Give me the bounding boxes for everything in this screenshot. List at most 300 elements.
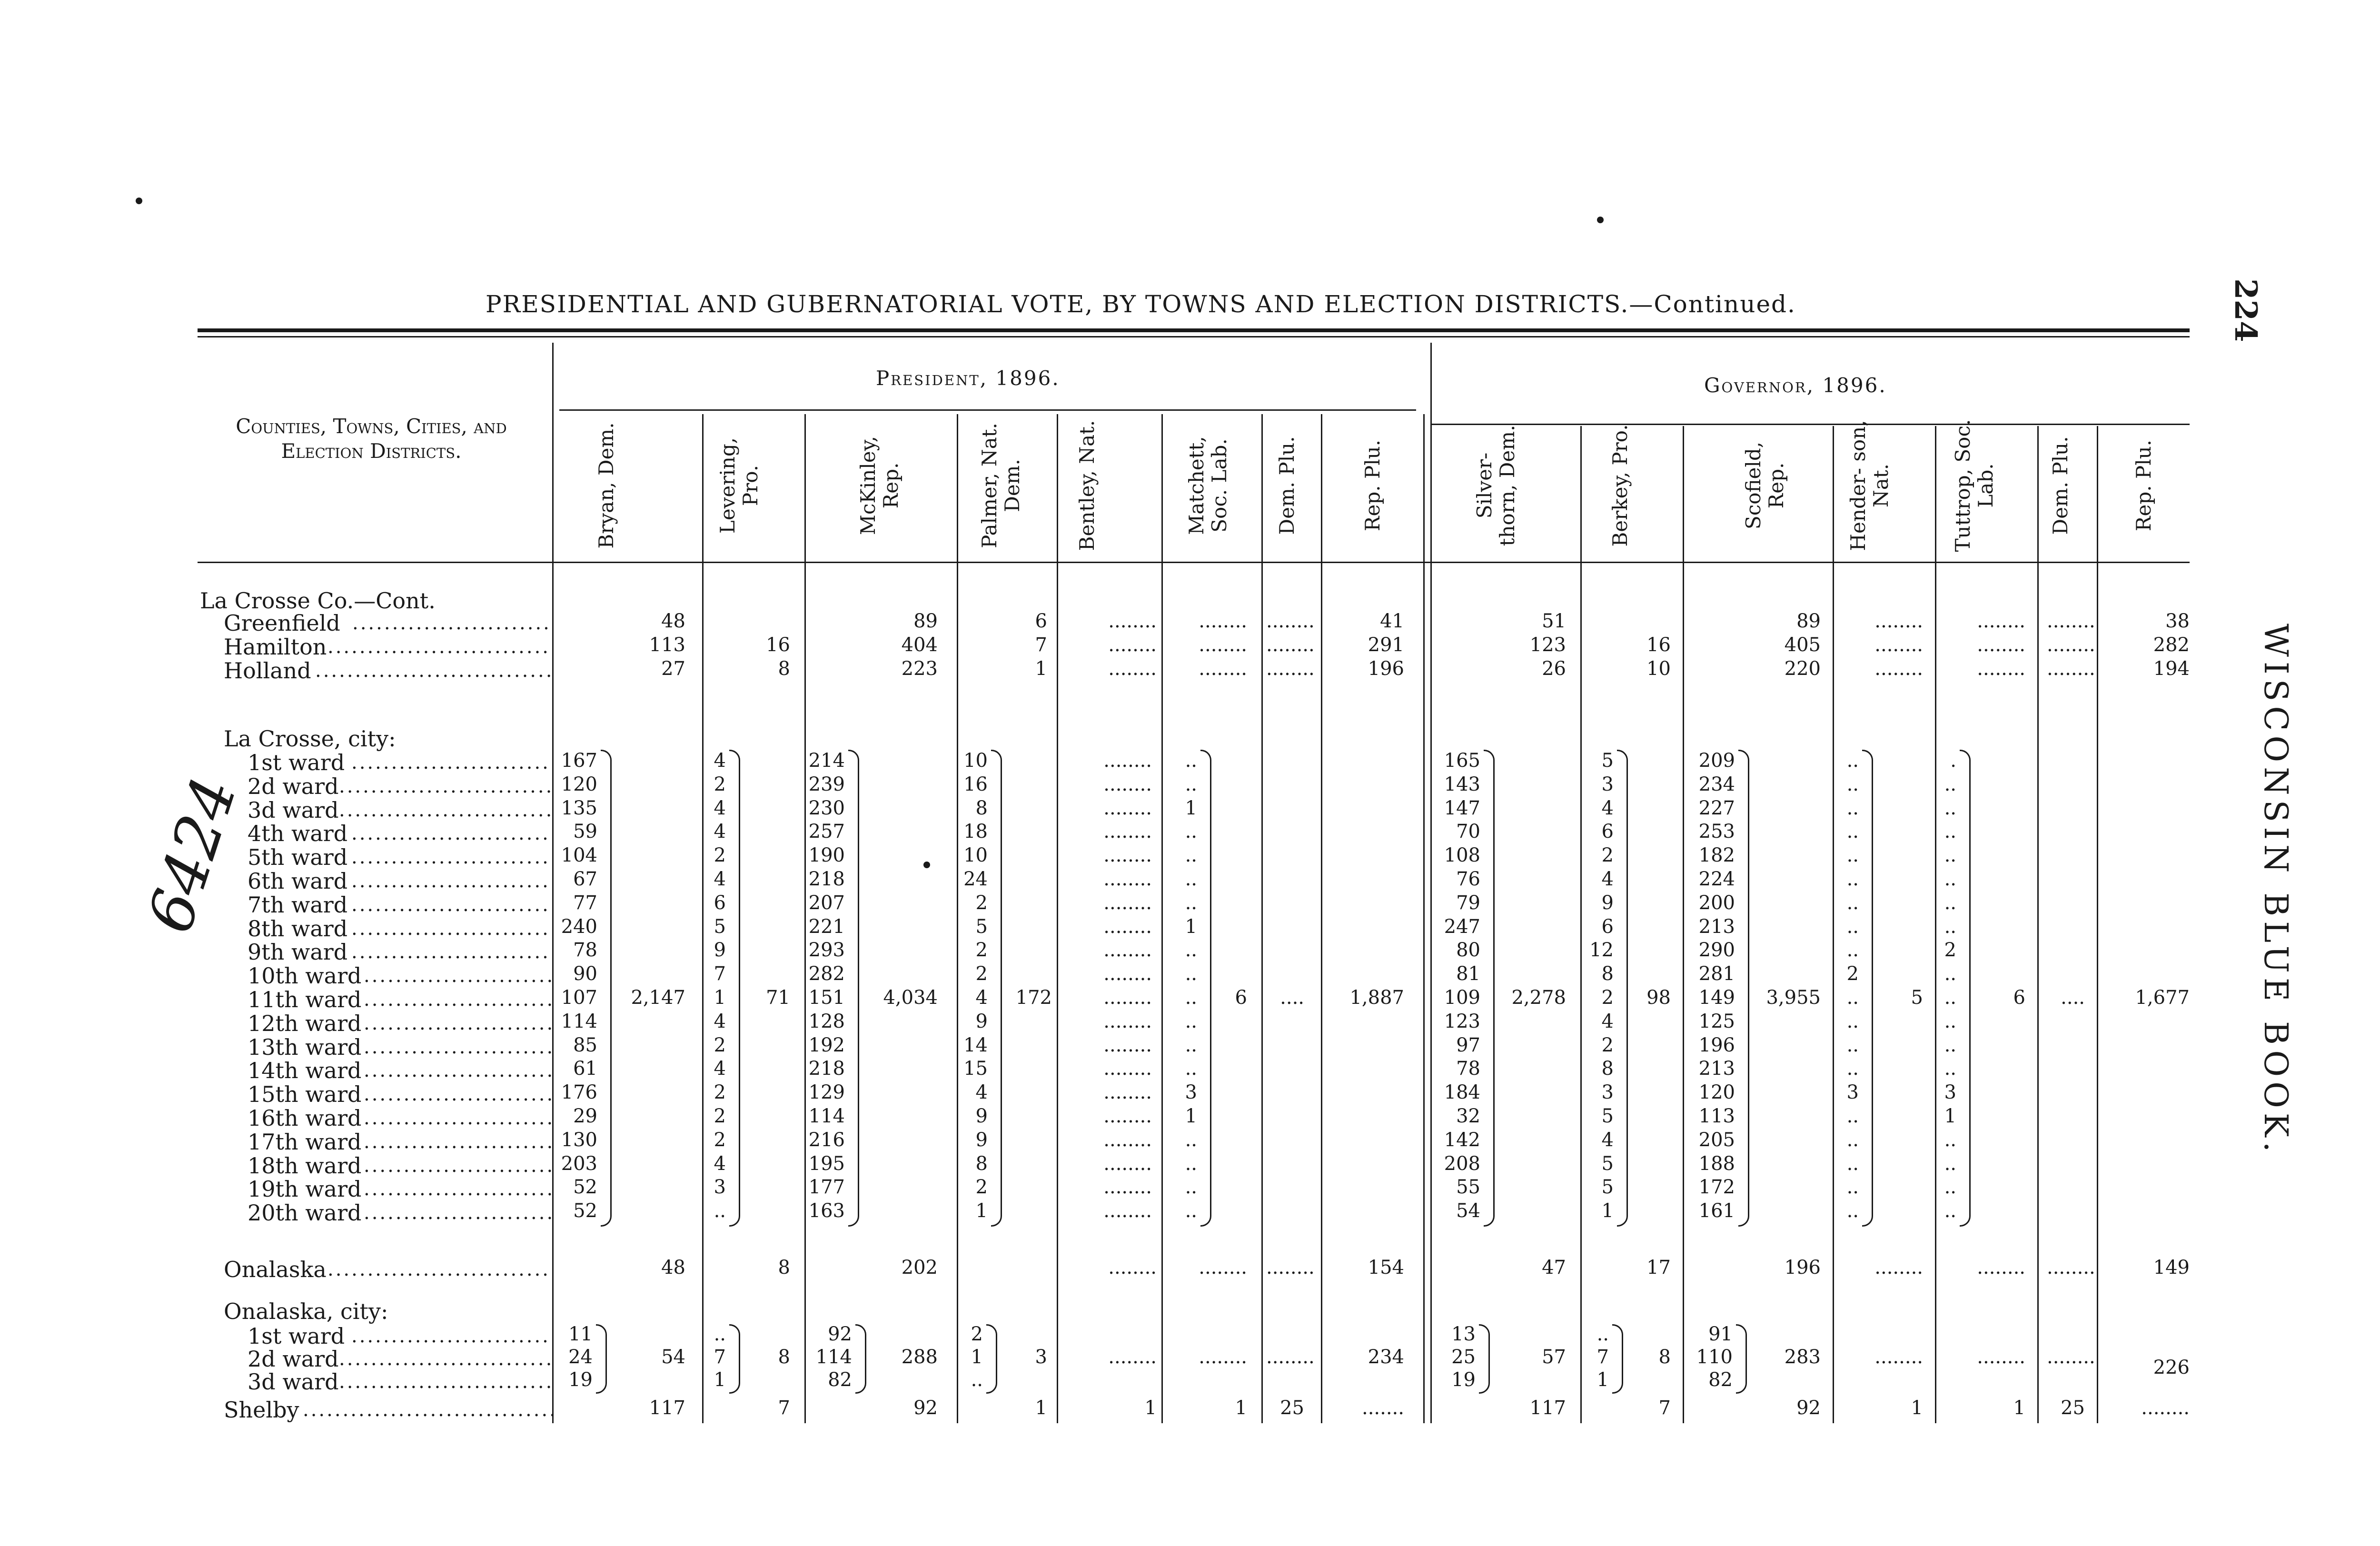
table-cell: 1 (1185, 1105, 1197, 1127)
table-cell: 25 (1280, 1397, 1304, 1419)
table-cell: 154 (1368, 1257, 1404, 1278)
table-cell: 239 (808, 773, 845, 795)
table-cell: .. (1185, 844, 1197, 867)
table-cell: .. (1185, 1058, 1197, 1080)
table-cell: 5 (714, 915, 726, 938)
empty-cell-dots: ........ (1977, 1257, 2025, 1278)
empty-cell-dots: ........ (1103, 1081, 1152, 1104)
table-cell: 10 (1646, 658, 1671, 680)
table-cell: 48 (661, 1257, 685, 1278)
header-bottom-rule (198, 562, 2190, 563)
table-cell: 227 (1698, 797, 1735, 819)
row-label: 3d ward (248, 797, 339, 823)
table-cell: 51 (1542, 610, 1566, 632)
governor-header-henderson: Hender- son, Nat. (1846, 420, 1893, 551)
table-cell: .. (1944, 797, 1956, 819)
dot-leader: ......................... (351, 846, 550, 869)
governor-header-dem-plu: Dem. Plu. (2049, 436, 2072, 535)
table-cell: 161 (1698, 1200, 1735, 1222)
table-cell: .. (1185, 1152, 1197, 1175)
governor-header-rep-plu: Rep. Plu. (2132, 439, 2155, 532)
table-cell: 98 (1646, 987, 1671, 1009)
dot-leader: ........................... (339, 1371, 554, 1393)
empty-cell-dots: ........ (1103, 1176, 1152, 1199)
governor-header-silverthorn: Silver- thorn, Dem. (1473, 425, 1519, 546)
table-cell: 7 (778, 1397, 790, 1419)
table-cell: 404 (901, 634, 938, 656)
table-cell: 4 (1601, 868, 1614, 890)
table-cell: 10 (963, 750, 988, 772)
table-cell: 6 (1235, 987, 1247, 1009)
table-cell: 2 (975, 1176, 988, 1199)
table-cell: 1 (1235, 1397, 1247, 1419)
table-cell: 92 (828, 1323, 852, 1345)
stray-mark (923, 862, 930, 868)
row-label: Hamilton (224, 634, 327, 660)
dot-leader: ......................... (352, 612, 551, 634)
table-cell: .. (714, 1323, 726, 1345)
table-cell: 4 (1601, 1010, 1614, 1032)
table-cell: 3 (1846, 1081, 1859, 1104)
top-rule-thin (198, 336, 2190, 337)
table-cell: 6 (1601, 821, 1614, 843)
table-cell: 2 (975, 963, 988, 985)
dot-leader: ......................... (351, 1325, 550, 1347)
table-cell: 92 (1796, 1397, 1821, 1419)
governor-header-berkey: Berkey, Pro. (1608, 424, 1632, 547)
table-cell: 205 (1698, 1129, 1735, 1151)
president-header-levering: Levering, Pro. (716, 437, 762, 534)
table-cell: 2 (1846, 963, 1859, 985)
table-cell: 1 (1185, 915, 1197, 938)
table-cell: 8 (1601, 1058, 1614, 1080)
empty-cell-dots: ........ (1977, 634, 2025, 656)
table-cell: 11 (568, 1323, 593, 1345)
table-cell: 16 (963, 773, 988, 795)
table-cell: .. (1846, 915, 1859, 938)
stray-mark (136, 198, 142, 204)
dot-leader: ................................ (303, 1399, 557, 1421)
group-rule-governor (1430, 424, 2190, 425)
table-cell: 59 (573, 821, 597, 843)
table-cell: 41 (1380, 610, 1404, 632)
table-cell: .. (1185, 939, 1197, 961)
table-cell: 13 (1451, 1323, 1476, 1345)
table-cell: 5 (1601, 1105, 1614, 1127)
table-cell: 163 (808, 1200, 845, 1222)
dot-leader: ........................ (364, 989, 555, 1011)
table-cell: 17 (1646, 1257, 1671, 1278)
table-cell: 4,034 (883, 987, 938, 1009)
dot-leader: ............................ (327, 1259, 551, 1280)
empty-cell-dots: ........ (1103, 773, 1152, 795)
table-cell: 120 (1698, 1081, 1735, 1104)
dot-leader: ......................... (351, 917, 550, 940)
table-cell: 202 (901, 1257, 938, 1278)
row-label: 8th ward (248, 915, 348, 941)
table-cell: 89 (1796, 610, 1821, 632)
row-label: Onalaska (224, 1257, 327, 1282)
table-cell: 4 (1601, 1129, 1614, 1151)
table-cell: 82 (1708, 1369, 1733, 1391)
table-cell: .. (1185, 892, 1197, 914)
table-cell: .. (1846, 844, 1859, 867)
empty-cell-dots: ........ (1103, 963, 1152, 985)
table-cell: 209 (1698, 750, 1735, 772)
table-cell: 196 (1368, 658, 1404, 680)
dot-leader: ........................... (339, 1348, 554, 1370)
table-cell: 107 (561, 987, 597, 1009)
table-cell: 24 (568, 1346, 593, 1368)
table-cell: 54 (661, 1346, 685, 1368)
table-cell: .. (1944, 773, 1956, 795)
table-cell: 54 (1456, 1200, 1480, 1222)
table-cell: 110 (1696, 1346, 1733, 1368)
table-cell: 291 (1368, 634, 1404, 656)
table-cell: 80 (1456, 939, 1480, 961)
table-cell: .. (1944, 844, 1956, 867)
table-cell: .. (1944, 963, 1956, 985)
table-cell: 172 (1698, 1176, 1735, 1199)
table-cell: .. (1185, 1034, 1197, 1056)
empty-cell-dots: ........ (1103, 939, 1152, 961)
table-cell: 283 (1784, 1346, 1821, 1368)
table-cell: 128 (808, 1010, 845, 1032)
table-cell: 2 (714, 1034, 726, 1056)
table-cell: .. (1944, 1058, 1956, 1080)
table-cell: 149 (1698, 987, 1735, 1009)
main-column-heading: Counties, Towns, Cities, and Election Districts. (236, 415, 507, 463)
table-cell: 8 (975, 1152, 988, 1175)
table-cell: 2 (714, 773, 726, 795)
dot-leader: ........................ (364, 1178, 555, 1200)
table-cell: 2 (714, 1129, 726, 1151)
table-cell: 47 (1542, 1257, 1566, 1278)
row-label: Onalaska, city: (224, 1298, 388, 1324)
table-cell: 6 (714, 892, 726, 914)
table-cell: 2 (714, 1105, 726, 1127)
row-label: 1st ward (248, 1323, 345, 1349)
table-cell: 52 (573, 1176, 597, 1199)
row-label: Shelby (224, 1397, 299, 1423)
table-cell: 76 (1456, 868, 1480, 890)
table-cell: 3 (1185, 1081, 1197, 1104)
row-label: 2d ward (248, 1346, 339, 1372)
row-label: La Crosse, city: (224, 726, 396, 752)
table-cell: 114 (808, 1105, 845, 1127)
table-cell: 2 (714, 844, 726, 867)
table-cell: 3 (1035, 1346, 1047, 1368)
empty-cell-dots: ........ (2047, 1346, 2095, 1368)
table-cell: .. (1944, 1129, 1956, 1151)
table-cell: .. (1944, 987, 1956, 1009)
table-cell: 123 (1444, 1010, 1480, 1032)
table-cell: . (1950, 750, 1956, 772)
empty-cell-dots: ........ (1874, 1346, 1923, 1368)
table-cell: 1 (1035, 658, 1047, 680)
table-cell: 207 (808, 892, 845, 914)
table-cell: 8 (975, 797, 988, 819)
row-label: 6th ward (248, 868, 348, 894)
table-cell: 4 (1601, 797, 1614, 819)
dot-leader: ........................ (364, 1107, 555, 1129)
table-cell: 214 (808, 750, 845, 772)
table-cell: 8 (1658, 1346, 1671, 1368)
table-cell: 4 (714, 1010, 726, 1032)
table-cell: 2 (975, 892, 988, 914)
row-label: 15th ward (248, 1081, 362, 1108)
table-cell: 2 (971, 1323, 983, 1345)
table-cell: .. (1185, 821, 1197, 843)
table-cell: 108 (1444, 844, 1480, 867)
dot-leader: ........................ (364, 1154, 555, 1177)
table-cell: 182 (1698, 844, 1735, 867)
dot-leader: ........................ (364, 965, 555, 987)
row-label: Greenfield (224, 610, 340, 636)
empty-cell-dots: ........ (1103, 1058, 1152, 1080)
table-cell: 196 (1698, 1034, 1735, 1056)
table-cell: 172 (1015, 987, 1052, 1009)
table-cell: 208 (1444, 1152, 1480, 1175)
empty-cell-dots: ........ (2047, 634, 2095, 656)
table-cell: 2 (1601, 987, 1614, 1009)
table-cell: 89 (913, 610, 938, 632)
table-cell: ........ (2141, 1397, 2190, 1419)
empty-cell-dots: ........ (1103, 750, 1152, 772)
table-cell: 4 (975, 1081, 988, 1104)
table-cell: 9 (714, 939, 726, 961)
table-cell: 130 (561, 1129, 597, 1151)
dot-leader: ........................ (364, 1012, 555, 1034)
table-cell: .. (1944, 868, 1956, 890)
dot-leader: ............................ (327, 636, 551, 658)
table-cell: 9 (1601, 892, 1614, 914)
table-cell: 78 (573, 939, 597, 961)
table-cell: 224 (1698, 868, 1735, 890)
dot-leader: ......................... (351, 870, 550, 892)
table-cell: .. (1846, 1010, 1859, 1032)
table-cell: .. (1944, 1152, 1956, 1175)
table-cell: .. (1846, 1200, 1859, 1222)
table-cell: 25 (2061, 1397, 2085, 1419)
table-cell: .. (1846, 939, 1859, 961)
table-cell: 1 (1185, 797, 1197, 819)
table-cell: .. (1944, 1034, 1956, 1056)
table-cell: 151 (808, 987, 845, 1009)
table-cell: .. (1846, 868, 1859, 890)
dot-leader: ........................ (364, 1060, 555, 1082)
empty-cell-dots: ........ (1266, 1257, 1315, 1278)
empty-cell-dots: ........ (1103, 821, 1152, 843)
row-label: 18th ward (248, 1152, 362, 1179)
table-cell: 7 (1035, 634, 1047, 656)
table-cell: 1 (2013, 1397, 2025, 1419)
table-cell: 16 (1646, 634, 1671, 656)
dot-leader: ......................... (351, 941, 550, 963)
table-cell: 196 (1784, 1257, 1821, 1278)
table-cell: 24 (963, 868, 988, 890)
table-cell: 281 (1698, 963, 1735, 985)
empty-cell-dots: ........ (1977, 610, 2025, 632)
table-cell: 18 (963, 821, 988, 843)
table-cell: 184 (1444, 1081, 1480, 1104)
table-cell: 223 (901, 658, 938, 680)
table-cell: 19 (568, 1369, 593, 1391)
president-header-matchett: Matchett, Soc. Lab. (1185, 436, 1231, 535)
governor-group-heading: Governor, 1896. (1704, 374, 1887, 397)
table-cell: 61 (573, 1058, 597, 1080)
table-cell: 2,278 (1511, 987, 1566, 1009)
table-cell: .. (1846, 987, 1859, 1009)
table-cell: 27 (661, 658, 685, 680)
empty-cell-dots: ........ (1199, 610, 1247, 632)
dot-leader: ........................ (364, 1130, 555, 1153)
empty-cell-dots: ........ (1103, 1200, 1152, 1222)
table-cell: .. (1185, 1200, 1197, 1222)
table-cell: 129 (808, 1081, 845, 1104)
table-cell: 57 (1542, 1346, 1566, 1368)
table-cell: 3 (1601, 1081, 1614, 1104)
empty-cell-dots: ........ (1103, 844, 1152, 867)
table-cell: 240 (561, 915, 597, 938)
table-cell: 1 (1597, 1369, 1609, 1391)
table-cell: 2,147 (631, 987, 685, 1009)
empty-cell-dots: ........ (1108, 1346, 1157, 1368)
row-label: 2d ward (248, 773, 339, 799)
empty-cell-dots: ........ (1266, 610, 1315, 632)
table-cell: .. (1846, 750, 1859, 772)
row-label: 16th ward (248, 1105, 362, 1131)
table-cell: .. (1185, 868, 1197, 890)
table-cell: 25 (1451, 1346, 1476, 1368)
table-cell: 147 (1444, 797, 1480, 819)
table-cell: 14 (963, 1034, 988, 1056)
empty-cell-dots: ........ (1266, 658, 1315, 680)
table-cell: 91 (1708, 1323, 1733, 1345)
table-cell: 1,677 (2135, 987, 2190, 1009)
table-cell: 15 (963, 1058, 988, 1080)
row-label: 12th ward (248, 1010, 362, 1036)
table-cell: 1,887 (1349, 987, 1404, 1009)
table-cell: 1 (714, 1369, 726, 1391)
table-cell: 109 (1444, 987, 1480, 1009)
empty-cell-dots: ........ (1108, 658, 1157, 680)
group-rule-president (559, 409, 1416, 411)
governor-header-scofield: Scofield, Rep. (1742, 441, 1788, 530)
table-cell: 1 (714, 987, 726, 1009)
empty-cell-dots: ........ (2047, 658, 2095, 680)
table-cell: 16 (766, 634, 790, 656)
top-rule-thick (198, 328, 2190, 332)
table-cell: 290 (1698, 939, 1735, 961)
row-label: 17th ward (248, 1129, 362, 1155)
dot-leader: .............................. (315, 660, 554, 682)
table-cell: .. (1846, 1129, 1859, 1151)
table-cell: .. (1846, 1058, 1859, 1080)
table-cell: .. (1185, 1176, 1197, 1199)
empty-cell-dots: ........ (1199, 1257, 1247, 1278)
table-cell: 8 (778, 1346, 790, 1368)
table-cell: .. (1846, 821, 1859, 843)
dot-leader: ........................ (364, 1083, 555, 1106)
empty-cell-dots: ........ (1199, 1346, 1247, 1368)
table-cell: 216 (808, 1129, 845, 1151)
table-cell: 188 (1698, 1152, 1735, 1175)
president-header-rep-plu: Rep. Plu. (1361, 439, 1384, 532)
table-cell: .. (714, 1200, 726, 1222)
table-cell: 149 (2153, 1257, 2190, 1278)
table-cell: 4 (975, 987, 988, 1009)
table-cell: 230 (808, 797, 845, 819)
table-cell: 2 (1601, 1034, 1614, 1056)
table-cell: 4 (714, 750, 726, 772)
table-cell: .. (1597, 1323, 1609, 1345)
table-cell: 38 (2165, 610, 2190, 632)
empty-cell-dots: ........ (1103, 915, 1152, 938)
table-cell: 77 (573, 892, 597, 914)
table-cell: 1 (1035, 1397, 1047, 1419)
table-cell: 26 (1542, 658, 1566, 680)
table-cell: 85 (573, 1034, 597, 1056)
table-cell: 234 (1368, 1346, 1404, 1368)
row-label: 9th ward (248, 939, 348, 965)
row-label: 7th ward (248, 892, 348, 918)
row-label: 13th ward (248, 1034, 362, 1060)
table-cell: 6 (1601, 915, 1614, 938)
empty-cell-dots: ........ (1103, 987, 1152, 1009)
empty-cell-dots: ........ (1108, 610, 1157, 632)
table-cell: 55 (1456, 1176, 1480, 1199)
empty-cell-dots: ........ (1103, 1034, 1152, 1056)
table-cell: 218 (808, 868, 845, 890)
row-label: 3d ward (248, 1369, 339, 1395)
table-cell: .. (1944, 1010, 1956, 1032)
table-cell: 3 (1601, 773, 1614, 795)
table-cell: .... (1280, 987, 1304, 1009)
table-cell: .. (1944, 892, 1956, 914)
table-cell: 282 (808, 963, 845, 985)
table-cell: 79 (1456, 892, 1480, 914)
table-cell: .. (1185, 987, 1197, 1009)
table-cell: 282 (2153, 634, 2190, 656)
empty-cell-dots: ........ (1103, 1152, 1152, 1175)
table-cell: 114 (815, 1346, 852, 1368)
row-label: 5th ward (248, 844, 348, 871)
table-cell: .. (1944, 1200, 1956, 1222)
table-cell: .. (1185, 963, 1197, 985)
dot-leader: ........................... (339, 775, 554, 797)
table-cell: 10 (963, 844, 988, 867)
table-cell: 3 (1944, 1081, 1956, 1104)
table-cell: 92 (913, 1397, 938, 1419)
empty-cell-dots: ........ (1103, 868, 1152, 890)
empty-cell-dots: ........ (1199, 658, 1247, 680)
president-header-mckinley: McKinley, Rep. (856, 436, 902, 535)
table-cell: 1 (975, 1200, 988, 1222)
table-cell: 9 (975, 1105, 988, 1127)
table-cell: 7 (714, 963, 726, 985)
table-cell: .. (1846, 1034, 1859, 1056)
empty-cell-dots: ........ (1874, 1257, 1923, 1278)
table-cell: .. (1185, 1010, 1197, 1032)
table-cell: 82 (828, 1369, 852, 1391)
table-cell: 5 (1601, 1176, 1614, 1199)
table-cell: 7 (1597, 1346, 1609, 1368)
table-cell: 9 (975, 1129, 988, 1151)
governor-header-tuttrop: Tuttrop, Soc. Lab. (1951, 419, 1997, 552)
table-cell: 1 (1911, 1397, 1923, 1419)
table-cell: 176 (561, 1081, 597, 1104)
